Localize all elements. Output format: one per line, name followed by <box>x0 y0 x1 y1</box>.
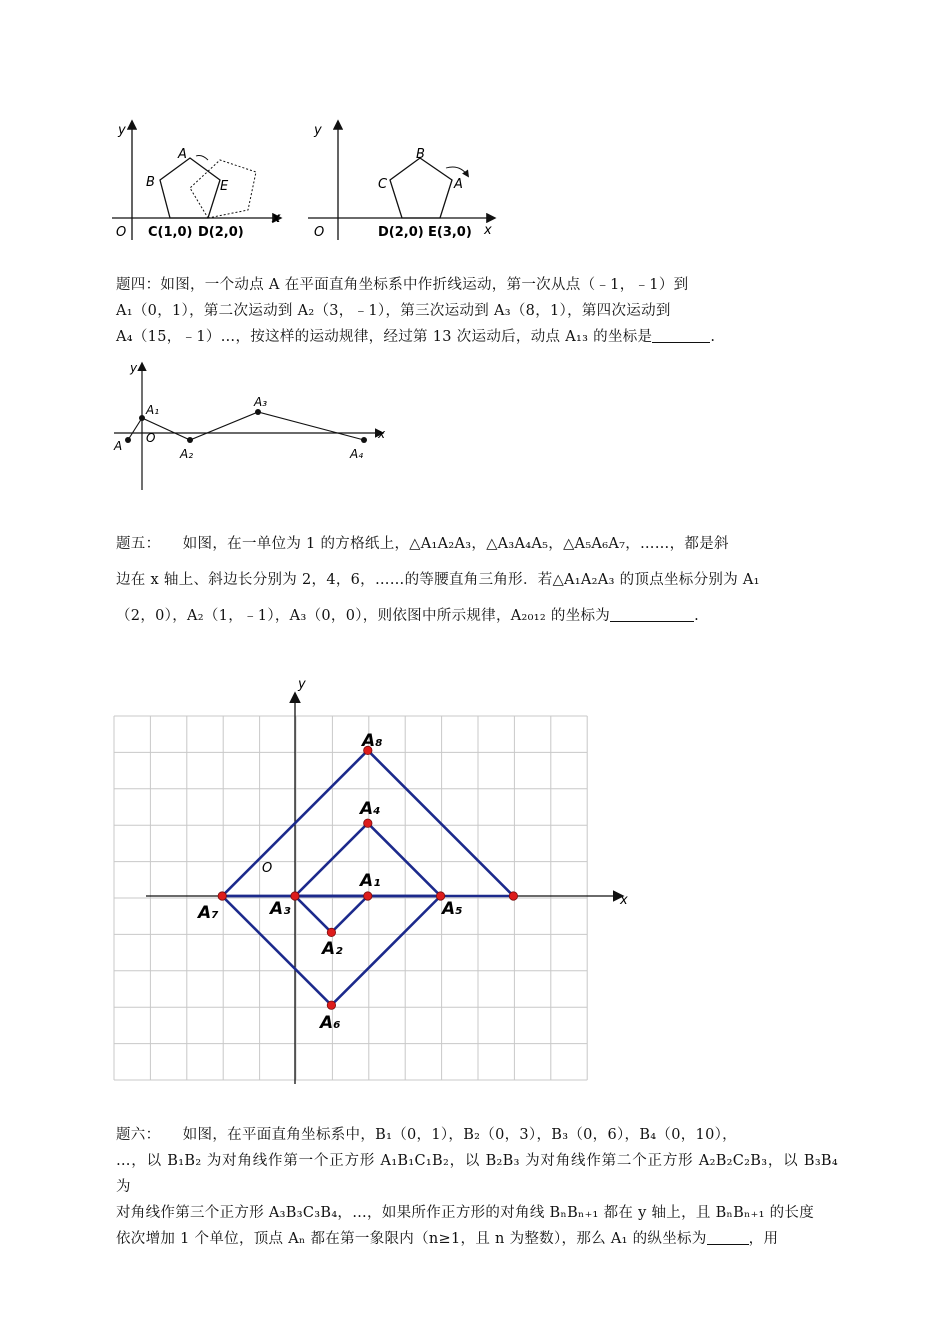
label-a2: A₂ <box>322 939 343 959</box>
rotation-arrow <box>446 167 468 176</box>
answer-blank[interactable] <box>610 607 694 622</box>
label-a7: A₇ <box>198 903 219 923</box>
label-a6: A₆ <box>320 1013 341 1033</box>
problem5-line1: 题五： 如图，在一单位为 1 的方格纸上，△A₁A₂A₃，△A₃A₄A₅，△A₅A₆A₇，……，都是斜 <box>116 536 729 552</box>
x-label: x <box>620 893 628 908</box>
problem4-line3: A₄（15，﹣1）…，按这样的运动规律，经过第 13 次运动后，动点 A₁₃ 的坐标是 . <box>116 329 716 345</box>
vertex-point <box>218 892 226 900</box>
x-label: x <box>484 223 492 238</box>
problem6-line1: 题六： 如图，在平面直角坐标系中，B₁（0，1），B₂（0，3），B₃（0，6），B₄（0，10）， <box>116 1127 737 1143</box>
pentagon-solid <box>160 158 220 218</box>
problem6-line4: 依次增加 1 个单位，顶点 Aₙ 都在第一象限内（n≥1，且 n 为整数），那么 A₁ 的纵坐标为 ，用 <box>116 1231 779 1247</box>
triangle-1 <box>295 896 368 932</box>
problem4-line2: A₁（0，1），第二次运动到 A₂（3，﹣1），第三次运动到 A₃（8，1），第四次运动到 <box>116 303 671 319</box>
label-a1: A₁ <box>146 403 160 417</box>
origin-label: O <box>262 861 273 876</box>
origin-label: O <box>314 225 325 240</box>
label-a: A <box>178 147 187 162</box>
point-a4 <box>361 437 367 443</box>
y-label: y <box>314 123 322 138</box>
label-a3: A₃ <box>254 395 268 409</box>
vertex-point <box>327 1001 335 1009</box>
y-label: y <box>118 123 126 138</box>
pentagon-figure-left <box>108 118 288 248</box>
label-a4: A₄ <box>360 799 381 819</box>
label-a5: A₅ <box>442 899 463 919</box>
label-e: E(3,0) <box>428 225 472 240</box>
vertex-point <box>364 819 372 827</box>
label-c: C(1,0) <box>148 225 193 240</box>
label-a4: A₄ <box>350 447 364 461</box>
label-a3: A₃ <box>270 899 291 919</box>
problem6-text <box>116 1122 838 1252</box>
y-label: y <box>130 361 138 375</box>
problem4-text <box>116 272 838 350</box>
label-e: E <box>220 179 229 194</box>
point-a1 <box>139 415 145 421</box>
problem4-line1: 题四：如图，一个动点 A 在平面直角坐标系中作折线运动，第一次从点（﹣1，﹣1）到 <box>116 277 689 293</box>
label-b: B <box>416 147 425 162</box>
problem5-text <box>116 526 838 634</box>
pentagon <box>390 158 452 218</box>
label-c: C <box>378 177 388 192</box>
problem5-grid-figure <box>110 672 630 1090</box>
vertex-point <box>364 892 372 900</box>
vertex-point <box>327 928 335 936</box>
point-a3 <box>255 409 261 415</box>
problem6-line3: 对角线作第三个正方形 A₃B₃C₃B₄，…，如果所作正方形的对角线 BₙBₙ₊₁ 都在 y 轴上，且 BₙBₙ₊₁ 的长度 <box>116 1205 815 1221</box>
vertex-point <box>291 892 299 900</box>
rotation-arrow <box>196 156 208 161</box>
label-a: A <box>454 177 463 192</box>
origin-label: O <box>116 225 127 240</box>
motion-path <box>128 412 364 440</box>
label-a2: A₂ <box>180 447 194 461</box>
origin-label: O <box>146 431 156 445</box>
label-b: B <box>146 175 155 190</box>
point-a <box>125 437 131 443</box>
y-label: y <box>298 677 306 692</box>
label-a8: A₈ <box>362 731 383 751</box>
label-a: A <box>114 439 123 453</box>
answer-blank[interactable] <box>707 1230 749 1245</box>
point-a2 <box>187 437 193 443</box>
problem6-line2: …，以 B₁B₂ 为对角线作第一个正方形 A₁B₁C₁B₂，以 B₂B₃ 为对角线作第二个正方形 A₂B₂C₂B₃，以 B₃B₄ 为 <box>116 1153 838 1195</box>
problem5-line3: （2，0），A₂（1，﹣1），A₃（0，0），则依图中所示规律，A₂₀₁₂ 的坐标为 . <box>116 608 700 624</box>
label-d: D(2,0) <box>198 225 244 240</box>
x-label: x <box>272 211 281 226</box>
label-a1: A₁ <box>360 871 381 891</box>
answer-blank[interactable] <box>652 328 710 343</box>
vertex-point <box>509 892 517 900</box>
problem4-figure <box>108 358 398 494</box>
problem5-line2: 边在 x 轴上、斜边长分别为 2，4，6，……的等腰直角三角形．若△A₁A₂A₃ 的顶点坐标分别为 A₁ <box>116 572 760 588</box>
x-label: x <box>378 427 386 441</box>
label-d: D(2,0) <box>378 225 424 240</box>
pentagon-figure-right <box>304 118 500 248</box>
